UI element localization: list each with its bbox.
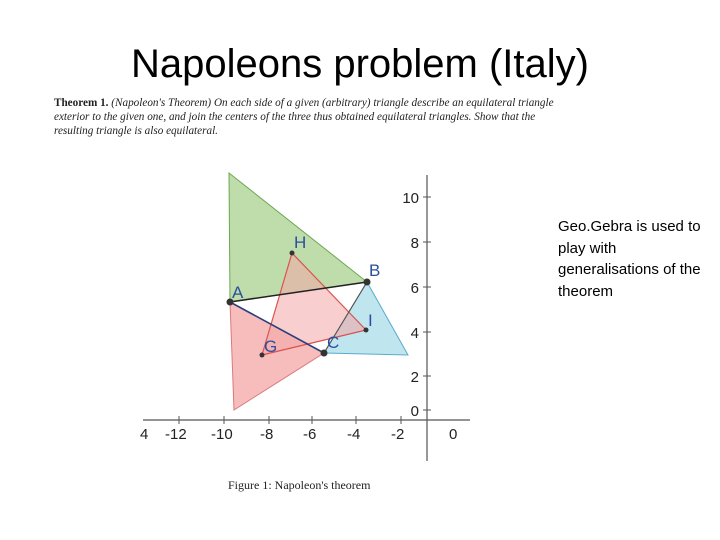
- x-tick-label: 0: [449, 426, 458, 443]
- side-note: Geo.Gebra is used to play with generalisations of the theorem: [558, 218, 701, 300]
- theorem-text: [54, 96, 574, 138]
- slide-title: Napoleons problem (Italy): [131, 42, 589, 86]
- x-tick-label: -10: [211, 426, 233, 443]
- label-i: I: [368, 311, 373, 330]
- x-tick-label: -4: [347, 426, 361, 443]
- x-tick-label: -12: [165, 426, 187, 443]
- y-tick-label: 6: [410, 280, 419, 297]
- y-tick-label: 2: [410, 369, 419, 386]
- x-tick-label: -2: [391, 426, 405, 443]
- napoleon-figure: [140, 165, 480, 465]
- theorem-name: (Napoleon's Theorem): [111, 97, 212, 109]
- x-tick-label: -8: [260, 426, 274, 443]
- theorem-heading: Theorem 1.: [54, 97, 109, 109]
- label-h: H: [294, 233, 307, 252]
- label-a: A: [232, 283, 244, 302]
- y-tick-label: 0: [410, 403, 419, 420]
- x-tick-label: -6: [303, 426, 317, 443]
- label-g: G: [264, 337, 278, 356]
- label-b: B: [369, 261, 381, 280]
- y-tick-label: 8: [410, 235, 419, 252]
- label-c: C: [327, 333, 340, 352]
- y-tick-label: 4: [410, 325, 419, 342]
- y-tick-label: 10: [402, 190, 419, 207]
- x-tick-label: 4: [140, 426, 149, 443]
- figure-caption: Figure 1: Napoleon's theorem: [228, 478, 371, 492]
- theorem-body: On each side of a given (arbitrary) triangle describe an equilateral triangle exterior to the given one, and join the centers of the three thus obtained equilateral triangles. Show that the resulting triangle is also equilateral.: [54, 97, 554, 137]
